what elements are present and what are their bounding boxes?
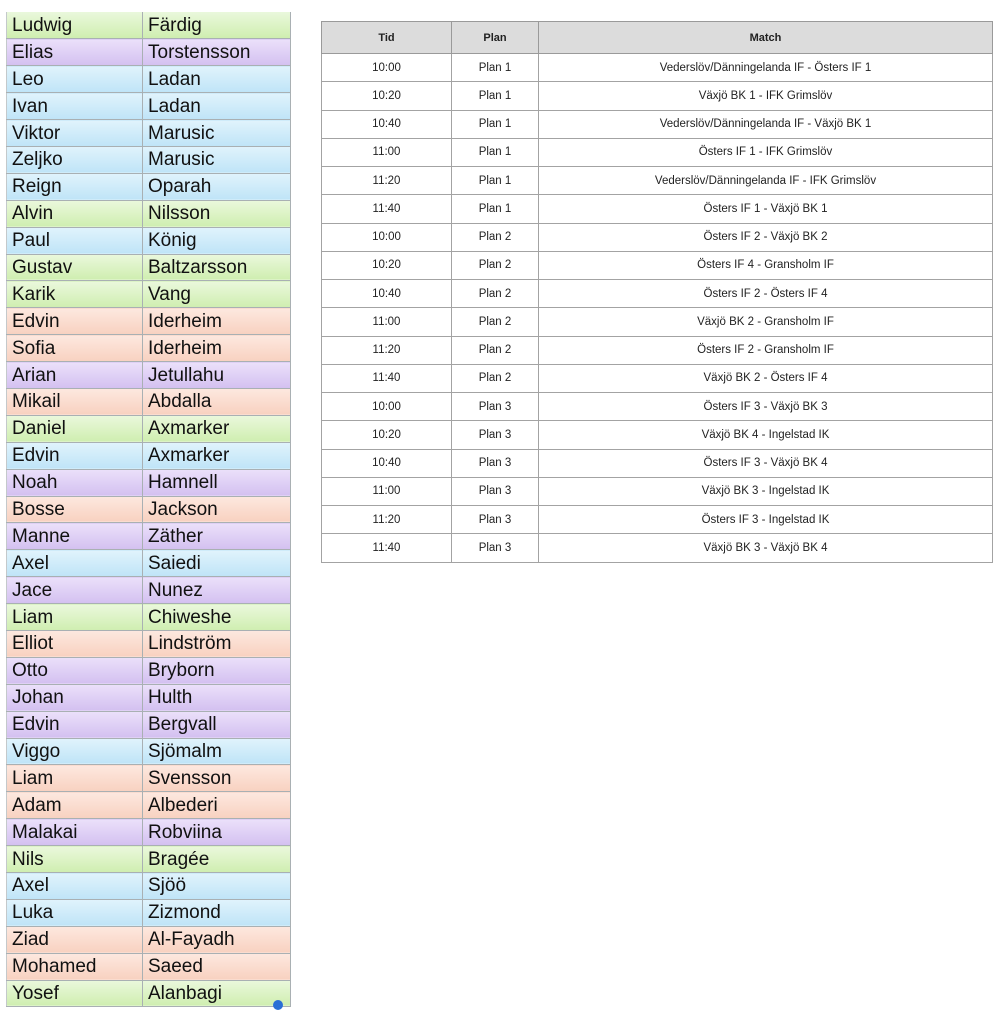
match-cell: Östers IF 2 - Växjö BK 2 [539,223,993,251]
first-name-cell: Axel [7,873,143,900]
roster-row [7,308,291,335]
roster-row [7,577,291,604]
header-match: Match [539,22,993,54]
roster-row [7,926,291,953]
scroll-indicator[interactable] [273,1000,283,1010]
roster-row [7,12,291,39]
time-cell: 11:20 [322,167,452,195]
match-cell: Växjö BK 3 - Växjö BK 4 [539,534,993,562]
roster-row [7,173,291,200]
last-name-cell: Jackson [143,496,291,523]
schedule-row [322,138,993,166]
roster-row [7,765,291,792]
last-name-cell: Ladan [143,66,291,93]
first-name-cell: Zeljko [7,146,143,173]
roster-row [7,362,291,389]
match-cell: Vederslöv/Dänningelanda IF - Östers IF 1 [539,54,993,82]
plan-cell: Plan 3 [452,477,539,505]
roster-row [7,604,291,631]
first-name-cell: Adam [7,792,143,819]
roster-row [7,415,291,442]
schedule-row [322,421,993,449]
last-name-cell: Hamnell [143,469,291,496]
last-name-cell: Al-Fayadh [143,926,291,953]
first-name-cell: Manne [7,523,143,550]
plan-cell: Plan 2 [452,336,539,364]
roster-row [7,146,291,173]
plan-cell: Plan 1 [452,82,539,110]
last-name-cell: Axmarker [143,415,291,442]
match-cell: Östers IF 3 - Växjö BK 4 [539,449,993,477]
last-name-cell: Torstensson [143,39,291,66]
last-name-cell: Sjöö [143,873,291,900]
roster-body [7,12,291,1007]
first-name-cell: Ziad [7,926,143,953]
schedule-row [322,449,993,477]
plan-cell: Plan 1 [452,195,539,223]
first-name-cell: Jace [7,577,143,604]
roster-row [7,657,291,684]
first-name-cell: Gustav [7,254,143,281]
schedule-row [322,251,993,279]
first-name-cell: Liam [7,765,143,792]
first-name-cell: Ivan [7,93,143,120]
first-name-cell: Edvin [7,711,143,738]
match-cell: Växjö BK 4 - Ingelstad IK [539,421,993,449]
plan-cell: Plan 2 [452,251,539,279]
plan-cell: Plan 2 [452,280,539,308]
last-name-cell: Bragée [143,846,291,873]
first-name-cell: Bosse [7,496,143,523]
match-cell: Östers IF 4 - Gransholm IF [539,251,993,279]
roster-row [7,120,291,147]
last-name-cell: Jetullahu [143,362,291,389]
match-cell: Östers IF 1 - IFK Grimslöv [539,138,993,166]
first-name-cell: Daniel [7,415,143,442]
schedule-header-row [322,22,993,54]
roster-row [7,335,291,362]
first-name-cell: Reign [7,173,143,200]
schedule-row [322,280,993,308]
plan-cell: Plan 1 [452,54,539,82]
last-name-cell: Färdig [143,12,291,39]
plan-cell: Plan 3 [452,506,539,534]
time-cell: 10:20 [322,82,452,110]
match-schedule-table [321,21,993,563]
last-name-cell: Lindström [143,630,291,657]
plan-cell: Plan 3 [452,421,539,449]
first-name-cell: Karik [7,281,143,308]
first-name-cell: Noah [7,469,143,496]
time-cell: 11:20 [322,336,452,364]
last-name-cell: Zäther [143,523,291,550]
last-name-cell: Albederi [143,792,291,819]
last-name-cell: König [143,227,291,254]
match-cell: Östers IF 3 - Ingelstad IK [539,506,993,534]
match-cell: Östers IF 1 - Växjö BK 1 [539,195,993,223]
match-cell: Östers IF 3 - Växjö BK 3 [539,393,993,421]
plan-cell: Plan 2 [452,223,539,251]
plan-cell: Plan 3 [452,449,539,477]
first-name-cell: Yosef [7,980,143,1007]
first-name-cell: Sofia [7,335,143,362]
roster-row [7,711,291,738]
first-name-cell: Malakai [7,819,143,846]
roster-row [7,200,291,227]
first-name-cell: Johan [7,684,143,711]
schedule-row [322,54,993,82]
first-name-cell: Viktor [7,120,143,147]
last-name-cell: Oparah [143,173,291,200]
roster-row [7,873,291,900]
roster-row [7,254,291,281]
first-name-cell: Mikail [7,388,143,415]
first-name-cell: Nils [7,846,143,873]
time-cell: 10:20 [322,251,452,279]
match-cell: Vederslöv/Dänningelanda IF - Växjö BK 1 [539,110,993,138]
plan-cell: Plan 3 [452,393,539,421]
schedule-row [322,364,993,392]
match-cell: Östers IF 2 - Gransholm IF [539,336,993,364]
roster-row [7,550,291,577]
player-roster-table [6,12,291,1007]
time-cell: 11:00 [322,308,452,336]
time-cell: 10:40 [322,110,452,138]
last-name-cell: Sjömalm [143,738,291,765]
plan-cell: Plan 2 [452,308,539,336]
schedule-row [322,167,993,195]
last-name-cell: Chiweshe [143,604,291,631]
time-cell: 10:00 [322,393,452,421]
roster-row [7,738,291,765]
match-cell: Växjö BK 2 - Gransholm IF [539,308,993,336]
last-name-cell: Bergvall [143,711,291,738]
last-name-cell: Abdalla [143,388,291,415]
schedule-row [322,110,993,138]
roster-row [7,388,291,415]
schedule-row [322,477,993,505]
roster-row [7,953,291,980]
roster-row [7,93,291,120]
last-name-cell: Baltzarsson [143,254,291,281]
match-cell: Vederslöv/Dänningelanda IF - IFK Grimslöv [539,167,993,195]
first-name-cell: Leo [7,66,143,93]
plan-cell: Plan 2 [452,364,539,392]
first-name-cell: Arian [7,362,143,389]
time-cell: 11:40 [322,534,452,562]
last-name-cell: Axmarker [143,442,291,469]
match-cell: Växjö BK 3 - Ingelstad IK [539,477,993,505]
roster-row [7,227,291,254]
roster-row [7,846,291,873]
time-cell: 10:00 [322,54,452,82]
last-name-cell: Ladan [143,93,291,120]
plan-cell: Plan 1 [452,167,539,195]
first-name-cell: Otto [7,657,143,684]
schedule-row [322,534,993,562]
last-name-cell: Nunez [143,577,291,604]
last-name-cell: Svensson [143,765,291,792]
first-name-cell: Mohamed [7,953,143,980]
schedule-row [322,308,993,336]
roster-row [7,281,291,308]
last-name-cell: Hulth [143,684,291,711]
schedule-row [322,506,993,534]
roster-row [7,980,291,1007]
roster-row [7,899,291,926]
plan-cell: Plan 1 [452,138,539,166]
schedule-row [322,82,993,110]
roster-row [7,39,291,66]
plan-cell: Plan 1 [452,110,539,138]
roster-row [7,442,291,469]
last-name-cell: Marusic [143,120,291,147]
schedule-row [322,223,993,251]
roster-row [7,523,291,550]
first-name-cell: Alvin [7,200,143,227]
roster-row [7,684,291,711]
time-cell: 10:40 [322,449,452,477]
last-name-cell: Bryborn [143,657,291,684]
first-name-cell: Edvin [7,442,143,469]
roster-row [7,792,291,819]
last-name-cell: Robviina [143,819,291,846]
header-time: Tid [322,22,452,54]
last-name-cell: Vang [143,281,291,308]
schedule-body [322,54,993,563]
roster-row [7,496,291,523]
time-cell: 10:20 [322,421,452,449]
time-cell: 11:40 [322,195,452,223]
last-name-cell: Marusic [143,146,291,173]
first-name-cell: Viggo [7,738,143,765]
first-name-cell: Luka [7,899,143,926]
last-name-cell: Saiedi [143,550,291,577]
header-plan: Plan [452,22,539,54]
time-cell: 11:00 [322,138,452,166]
first-name-cell: Elias [7,39,143,66]
roster-row [7,469,291,496]
last-name-cell: Iderheim [143,308,291,335]
time-cell: 10:40 [322,280,452,308]
last-name-cell: Alanbagi [143,980,291,1007]
last-name-cell: Saeed [143,953,291,980]
plan-cell: Plan 3 [452,534,539,562]
time-cell: 11:20 [322,506,452,534]
time-cell: 11:00 [322,477,452,505]
first-name-cell: Paul [7,227,143,254]
roster-row [7,819,291,846]
time-cell: 10:00 [322,223,452,251]
first-name-cell: Liam [7,604,143,631]
match-cell: Växjö BK 1 - IFK Grimslöv [539,82,993,110]
schedule-row [322,336,993,364]
roster-row [7,630,291,657]
first-name-cell: Elliot [7,630,143,657]
match-cell: Växjö BK 2 - Östers IF 4 [539,364,993,392]
schedule-row [322,195,993,223]
last-name-cell: Nilsson [143,200,291,227]
last-name-cell: Iderheim [143,335,291,362]
roster-row [7,66,291,93]
match-cell: Östers IF 2 - Östers IF 4 [539,280,993,308]
first-name-cell: Edvin [7,308,143,335]
time-cell: 11:40 [322,364,452,392]
last-name-cell: Zizmond [143,899,291,926]
first-name-cell: Axel [7,550,143,577]
schedule-row [322,393,993,421]
first-name-cell: Ludwig [7,12,143,39]
